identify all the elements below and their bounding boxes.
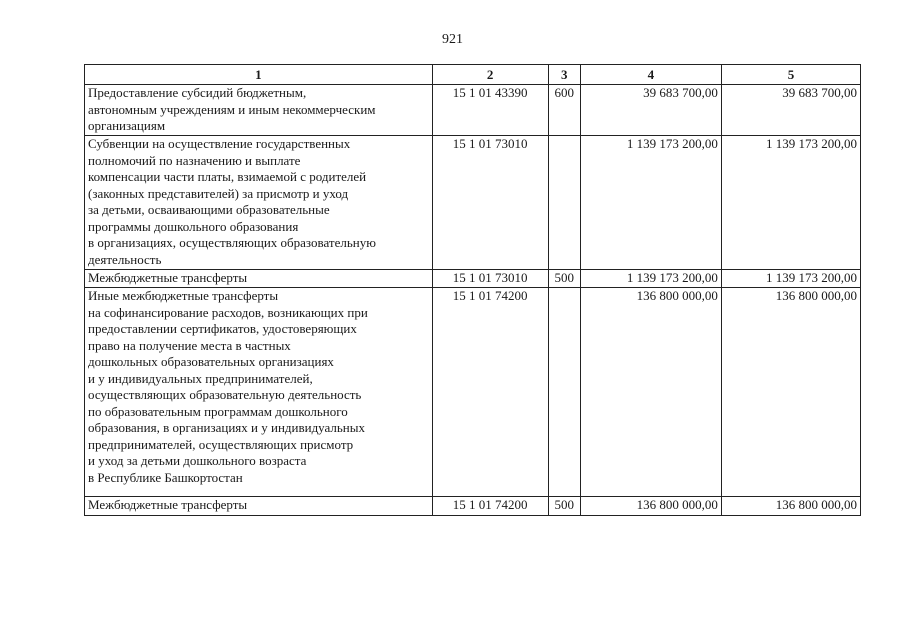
row-name-cell	[85, 270, 433, 288]
row-code-cell: 15 1 01 74200	[432, 288, 548, 497]
table-row	[85, 497, 861, 516]
row-name-line: программы дошкольного образования	[88, 218, 299, 234]
row-code-cell: 15 1 01 73010	[432, 136, 548, 270]
row-name-line: компенсации части платы, взимаемой с родителей	[88, 169, 367, 184]
row-sum5-cell: 136 800 000,00	[721, 288, 860, 497]
row-name-line: Предоставление субсидий бюджетным,	[88, 85, 307, 100]
row-name-line: полномочий по назначению и выплате	[88, 152, 301, 168]
table-row	[85, 136, 861, 270]
table-row	[85, 288, 861, 497]
row-name-line: право на получение места в частных	[88, 337, 291, 353]
row-name-line: в организациях, осуществляющих образовательную	[88, 235, 376, 250]
table-header-row	[85, 65, 861, 85]
row-name-line: и у индивидуальных предпринимателей,	[88, 370, 313, 386]
row-name-line: Межбюджетные трансферты	[88, 270, 248, 285]
row-name-line: за детьми, осваивающими образовательные	[88, 202, 330, 217]
row-code-cell: 15 1 01 43390	[432, 85, 548, 136]
row-name-line: и уход за детьми дошкольного возраста	[88, 453, 307, 468]
row-name-cell	[85, 288, 433, 497]
row-sum4-cell: 1 139 173 200,00	[580, 270, 721, 288]
row-name-line: предпринимателей, осуществляющих присмотр	[88, 436, 354, 452]
table-row	[85, 270, 861, 288]
row-name-line: по образовательным программам дошкольного	[88, 403, 348, 419]
row-name-cell	[85, 497, 433, 516]
row-name-line: Иные межбюджетные трансферты	[88, 288, 279, 303]
row-sum5-cell: 1 139 173 200,00	[721, 270, 860, 288]
row-vr-cell: 500	[548, 270, 580, 288]
row-sum5-cell: 1 139 173 200,00	[721, 136, 860, 270]
row-name-line: осуществляющих образовательную деятельность	[88, 387, 362, 402]
row-code-cell: 15 1 01 74200	[432, 497, 548, 516]
row-vr-cell: 500	[548, 497, 580, 516]
row-vr-cell: 600	[548, 85, 580, 136]
row-name-line: в Республике Башкортостан	[88, 469, 243, 485]
row-sum4-cell: 39 683 700,00	[580, 85, 721, 136]
row-name-line: Субвенции на осуществление государственных	[88, 136, 351, 151]
row-sum5-cell: 136 800 000,00	[721, 497, 860, 516]
budget-table	[84, 64, 861, 516]
header-cell-5: 5	[721, 65, 860, 85]
row-name-line: дошкольных образовательных организациях	[88, 354, 334, 369]
page-number: 921	[442, 32, 463, 47]
row-name-line: автономным учреждениям и иным некоммерческим	[88, 101, 376, 117]
row-code-cell: 15 1 01 73010	[432, 270, 548, 288]
header-cell-3: 3	[548, 65, 580, 85]
row-name-line: Межбюджетные трансферты	[88, 497, 248, 512]
header-cell-1: 1	[85, 65, 433, 85]
row-name-line: (законных представителей) за присмотр и уход	[88, 185, 349, 201]
row-sum5-cell: 39 683 700,00	[721, 85, 860, 136]
row-sum4-cell: 1 139 173 200,00	[580, 136, 721, 270]
row-sum4-cell: 136 800 000,00	[580, 497, 721, 516]
row-name-line: образования, в организациях и у индивидуальных	[88, 420, 365, 435]
table-row	[85, 85, 861, 136]
header-cell-4: 4	[580, 65, 721, 85]
row-name-cell	[85, 136, 433, 270]
row-sum4-cell: 136 800 000,00	[580, 288, 721, 497]
row-name-cell	[85, 85, 433, 136]
row-name-line: на софинансирование расходов, возникающих при	[88, 304, 368, 320]
row-vr-cell	[548, 288, 580, 497]
row-name-line: организациям	[88, 118, 166, 133]
row-name-line: деятельность	[88, 251, 162, 267]
row-name-line: предоставлении сертификатов, удостоверяющих	[88, 321, 357, 336]
header-cell-2: 2	[432, 65, 548, 85]
row-vr-cell	[548, 136, 580, 270]
